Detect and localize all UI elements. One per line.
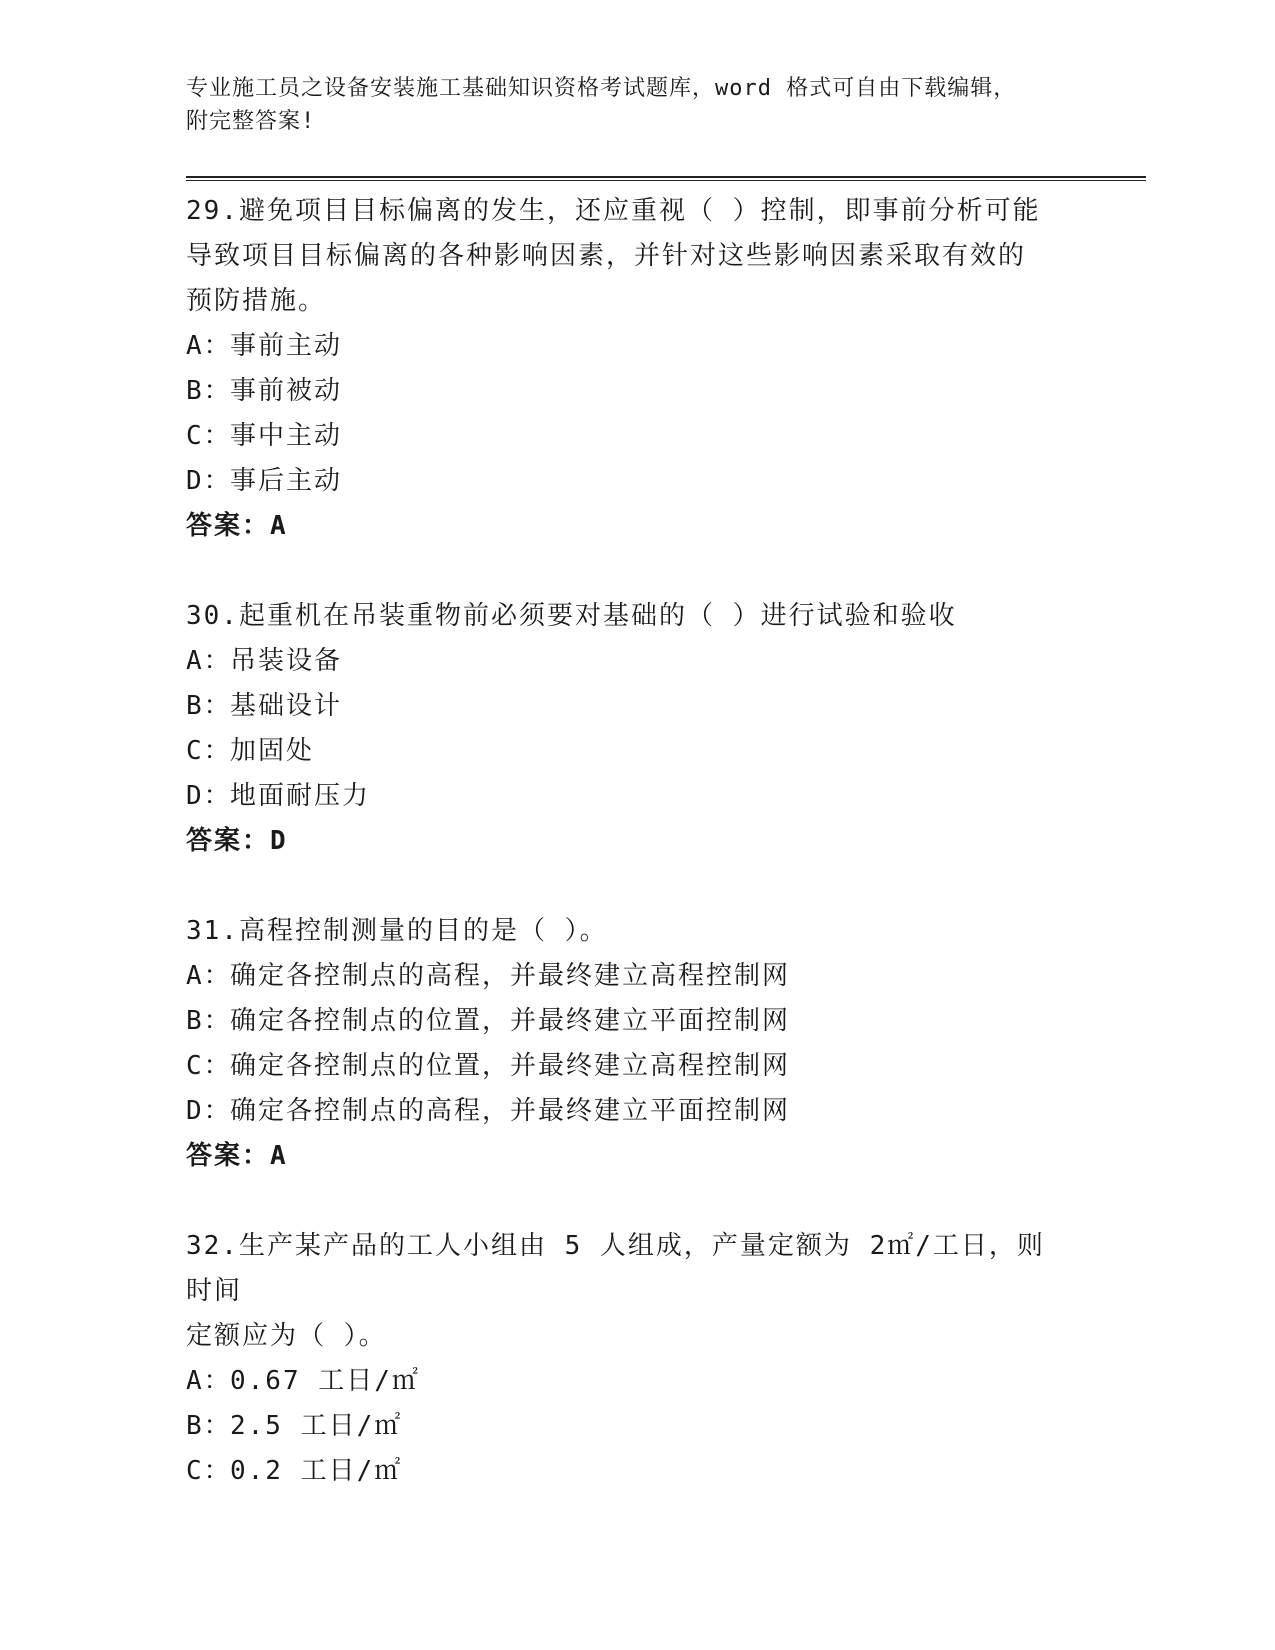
option-key: D： [186,781,232,811]
answer-line [186,1134,1146,1179]
option-b [186,684,1146,729]
answer-label: 答案： [186,826,271,856]
option-b [186,999,1146,1044]
option-b [186,369,1146,414]
option-text: 吊装设备 [230,646,343,676]
option-key: B： [186,376,232,406]
spacer [186,1179,1146,1224]
spacer [186,864,1146,909]
answer-value: A [270,1141,288,1171]
option-key: C： [186,736,232,766]
document-header-line-2: 附完整答案! [186,109,316,134]
option-key: C： [186,1051,232,1081]
question-29 [186,189,1146,549]
option-text: 事后主动 [230,466,343,496]
option-key: D： [186,1096,232,1126]
question-30 [186,594,1146,864]
option-text: 0.67 工日/㎡ [230,1366,420,1396]
option-text: 确定各控制点的位置，并最终建立平面控制网 [230,1006,791,1036]
question-stem-line: 29.避免项目目标偏离的发生，还应重视（ ）控制，即事前分析可能 [186,196,1041,226]
option-b [186,1404,1146,1449]
option-text: 事前被动 [230,376,343,406]
question-stem-line: 定额应为（ ）。 [186,1321,387,1351]
answer-value: D [270,826,288,856]
option-c [186,1449,1146,1494]
option-key: C： [186,1456,232,1486]
spacer [186,549,1146,594]
header-divider [186,176,1146,181]
option-text: 地面耐压力 [230,781,371,811]
answer-line [186,819,1146,864]
option-c [186,729,1146,774]
option-c [186,414,1146,459]
option-key: C： [186,421,232,451]
option-text: 确定各控制点的高程，并最终建立平面控制网 [230,1096,791,1126]
option-a [186,1359,1146,1404]
answer-line [186,504,1146,549]
option-a [186,954,1146,999]
document-header-line-1: 专业施工员之设备安装施工基础知识资格考试题库，word 格式可自由下载编辑， [186,76,1017,101]
option-d [186,1089,1146,1134]
question-stem-line: 32.生产某产品的工人小组由 5 人组成，产量定额为 2㎡/工日，则时间 [186,1231,1045,1306]
option-key: D： [186,466,232,496]
option-key: A： [186,961,232,991]
option-text: 事前主动 [230,331,343,361]
option-key: B： [186,1411,232,1441]
option-key: A： [186,331,232,361]
option-c [186,1044,1146,1089]
option-a [186,324,1146,369]
question-32 [186,1224,1146,1494]
answer-value: A [270,511,288,541]
question-stem-line: 预防措施。 [186,286,327,316]
question-stem-line: 30.起重机在吊装重物前必须要对基础的（ ）进行试验和验收 [186,601,957,631]
document-page [186,72,1146,1494]
option-key: B： [186,1006,232,1036]
question-31 [186,909,1146,1179]
option-key: A： [186,1366,232,1396]
option-text: 0.2 工日/㎡ [230,1456,403,1486]
option-text: 加固处 [230,736,315,766]
option-text: 2.5 工日/㎡ [230,1411,403,1441]
option-key: B： [186,691,232,721]
question-stem-line: 31.高程控制测量的目的是（ ）。 [186,916,608,946]
option-text: 确定各控制点的位置，并最终建立高程控制网 [230,1051,791,1081]
answer-label: 答案： [186,1141,271,1171]
question-stem-line: 导致项目目标偏离的各种影响因素，并针对这些影响因素采取有效的 [186,241,1027,271]
option-d [186,459,1146,504]
answer-label: 答案： [186,511,271,541]
option-text: 确定各控制点的高程，并最终建立高程控制网 [230,961,791,991]
option-text: 事中主动 [230,421,343,451]
option-text: 基础设计 [230,691,343,721]
option-a [186,639,1146,684]
option-key: A： [186,646,232,676]
option-d [186,774,1146,819]
